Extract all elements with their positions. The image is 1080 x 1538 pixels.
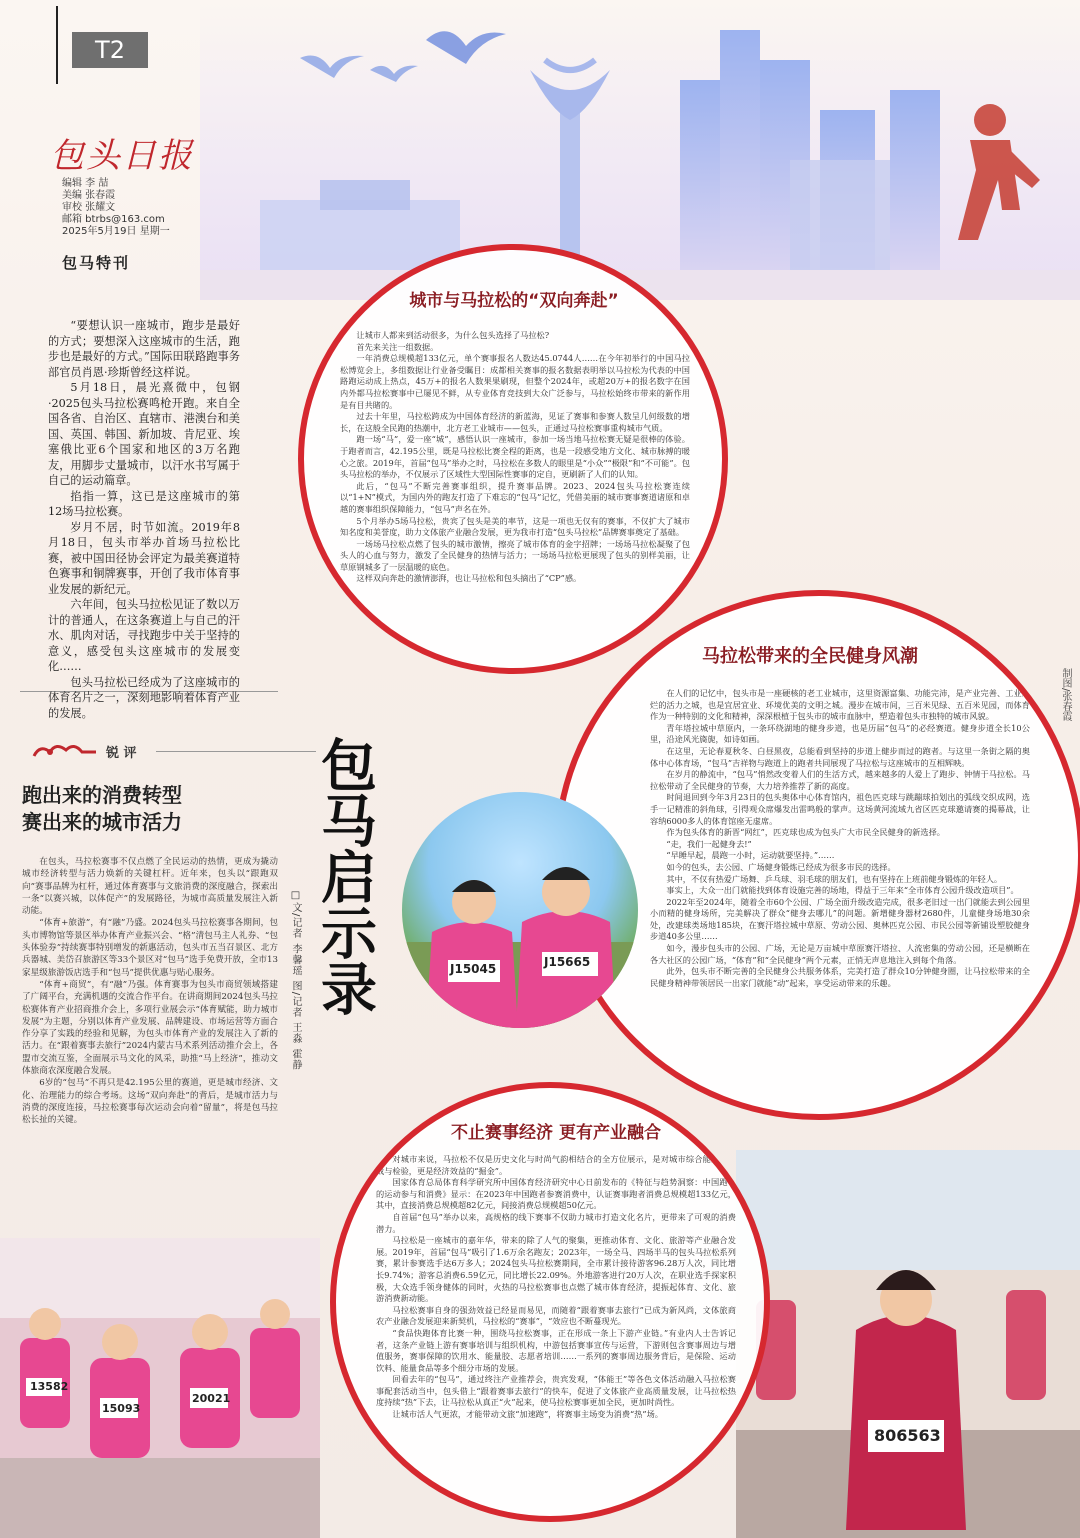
section-paragraph: 事实上，大众一出门就能找到体育设施完善的场地，得益于三年来“全市体育公园升级改造项目”。 xyxy=(666,885,1019,896)
section-paragraph: 一场场马拉松点燃了包头的城市激情，擦亮了城市体育的金字招牌；一场场马拉松凝聚了包头人的心血与努力，激发了全民健身的热情与活力；一场场马拉松更展现了包头的别样美丽，让草原钢城多了一层温暖的底色。 xyxy=(340,538,690,572)
section-paragraph: 其中，不仅有热爱广场舞、乒乓球、羽毛球的朋友们，也有坚持在上班前健身锻炼的年轻人。 xyxy=(666,873,1003,884)
newspaper-masthead: 包头日报 xyxy=(50,136,194,176)
section-paragraph: 过去十年里，马拉松跨成为中国体育经济的新蓝海，见证了赛事和参赛人数呈几何级数的增长，在这般全民跑的热潮中，北方老工业城市——包头，正通过马拉松赛事重构城市气质。 xyxy=(340,411,690,433)
lead-paragraph: 5月18日，晨光熹微中，包钢·2025包头马拉松赛鸣枪开跑。来自全国各省、自治区、直辖市、港澳台和美国、英国、韩国、新加坡、肯尼亚、埃塞俄比亚6个国家和地区的3万名跑友，用脚步丈量城市，以汗水书写属于自己的运动篇章。 xyxy=(48,381,240,487)
section-paragraph: 跑一场“马”，爱一座“城”，感悟认识一座城市，参加一场当地马拉松赛无疑是很棒的体验。于跑者而言，42.195公里，既是马拉松比赛全程的距离，也是一段感受地方文化、城市脉搏的暖心之旅。2019年，首届“包马”举办之时，马拉松在多数人的眼里是“小众”“极限”和“不可能”。包头马拉松的举办，不仅展示了区域性大型国际性赛事的定自，更刷新了人们的认知。 xyxy=(340,434,690,480)
lead-article xyxy=(48,318,240,721)
commentary-paragraph: “体育+旅游”，有“融”乃盛。2024包头马拉松赛事各期间，包头市博物馆等景区举办体育产业振兴会、“格”清包马主人礼券、“包头体验券”持续赛事特别增发的新惠活动，包头市五当召景区、北方兵器城、美岱召旅游区等33个景区对“包马”选手免费开放，全市13家星级旅游饭店选手和“包马”提供优惠与贴心服务。 xyxy=(22,918,278,978)
section-paragraph: 国家体育总局体育科学研究所中国体育经济研究中心日前发布的《特征与趋势洞察：中国跑者的运动参与和消费》显示：在2023年中国跑者参赛消费中，认证赛事跑者消费总规模超133亿元，其中，直接消费总规模超82亿元，间接消费总规模超50亿元。 xyxy=(376,1177,736,1211)
section-paragraph: 如今的包头，去公园、广场健身锻炼已经成为很多市民的选择。 xyxy=(666,861,896,872)
credit-line: 审校 张耀文 xyxy=(62,202,116,213)
section-paragraph: 这样双向奔赴的激情澎湃，也让马拉松和包头摘出了“CP”感。 xyxy=(356,573,582,584)
section-paragraph: 让城市人都来到活动很多，为什么包头选择了马拉松? xyxy=(356,330,550,340)
lead-paragraph: 包头马拉松已经成为了这座城市的体育名片之一，深刻地影响着体育产业的发展。 xyxy=(48,675,240,720)
section-paragraph: 让城市活人气更浓，才能带动文旅“加速跑”，将赛事主场变为消费“热”场。 xyxy=(392,1409,663,1420)
credit-line: 编辑 李 喆 xyxy=(62,178,109,189)
section-paragraph: 自首届“包马”举办以来，高规格的线下赛事不仅助力城市打造文化名片，更带来了可观的消费潜力。 xyxy=(376,1211,736,1234)
section-paragraph: 时间退回到今年3月23日的包头奥体中心体育馆内，祖色匹克球与跳蹦球拍划出的弧线交织成网，选手一记精准的斜角球，引得观众席爆发出雷鸣般的掌声。这场黄河流域九省区匹克球邀请赛的揭幕战，让容纳6000多人的体育馆座无虚席。 xyxy=(650,792,1030,826)
commentary-paragraph: 6岁的“包马”不再只是42.195公里的赛道，更是城市经济、文化、治理能力的综合考场。这场“双向奔赴”的背后，是城市活力与消费的深度连接，马拉松赛事每次运动会向着“留量”，将是包马拉松长扯的关键。 xyxy=(22,1078,278,1126)
section-paragraph: “走，我们一起健身去!” xyxy=(666,838,752,849)
lead-paragraph: 六年间，包头马拉松见证了数以万计的普通人，在这条赛道上与自己的汗水、肌肉对话，寻找跑步中关于坚持的意义，感受包头这座城市的发展变化…… xyxy=(48,598,240,673)
cloud-ornament-icon xyxy=(30,742,100,762)
section-body xyxy=(650,688,1030,989)
commentary-title-line: 跑出来的消费转型 xyxy=(22,783,182,807)
section-paragraph: 作为包头体育的新晋“网红”，匹克球也成为包头广大市民全民健身的新选择。 xyxy=(666,827,945,838)
commentary-paragraph: “体育+商贸”，有“融”乃强。体育赛事为包头市商贸领域搭建了广阔平台，充满机遇的交流合作平台。在讲商期间2024包头马拉松赛体育产业招商推介会上，多项行业展会示“体育赋能，助力城市发展”为主题，分别以体育产业发展、品牌建设、市场运营等方面合作分享了实践的经验和见解，为包头市体育产业的发展注入了新的活力。在“跟着赛事去旅行”2024内蒙古马术系列活动推介会上，各盟市交流互鉴，全面展示马文化的风采，助推“马上经济”，推动文体旅商农深度融合发展。 xyxy=(22,979,278,1077)
section-paragraph: 回看去年的“包马”，通过终注产业推荐会，贵宾发观，“体能王”等各色文体活动融入马拉松赛事配套活动当中，包头借上“跟着赛事去旅行”的快车，促进了文体旅产业高质量发展，让马拉松热度持续“热”下去，让马拉松从真正“火”起来，使马拉松赛事更加全民，更加时尚性。 xyxy=(376,1374,736,1408)
section-paragraph: 对城市来说，马拉松不仅是历史文化与时尚气韵相结合的全方位展示，是对城市综合能力的挑战与检验，更是经济效益的“掘金”。 xyxy=(376,1154,736,1176)
section-paragraph: 5个月举办5场马拉松，贵宾了包头是美的率节，这是一项也无仅有的赛事，不仅扩大了城市知名度和美誉度，助力文体旅产业融合发展，更为我市打造“包头马拉松”品牌赛事奠定了基础。 xyxy=(340,515,690,538)
section-paragraph: 如今，漫步包头市的公园、广场，无论是万亩城中草原赛汗塔拉、人流密集的劳动公园，还是横断在各大社区的公园广场，“体育”和“全民健身”两个元素，正悄无声息地注入到每个角落。 xyxy=(650,943,1030,965)
section-name: 包马特刊 xyxy=(62,254,131,272)
bib-number: 20021 xyxy=(192,1392,231,1405)
lead-paragraph: “要想认识一座城市，跑步是最好的方式；要想深入这座城市的生活，跑步也是最好的方式。”国际田联路跑事务部官员肖恩·珍斯曾经这样说。 xyxy=(48,319,240,379)
section-body xyxy=(376,1154,736,1421)
page-number-tag xyxy=(56,6,166,84)
bib-number: 806563 xyxy=(874,1426,941,1445)
commentary-title xyxy=(22,782,278,836)
section-heading: 马拉松带来的全民健身风潮 xyxy=(702,646,918,667)
section-paragraph: 在这里，无论春夏秋冬、白昼黑夜，总能看到坚持的步道上健步而过的跑者。与这里一条街之隔的奥体中心体育场，“包马”吉祥物与跑道上的跑者共同展现了马拉松与这座城市的互相辉映。 xyxy=(650,745,1030,768)
city-skyline-illustration xyxy=(200,0,1080,300)
article-circle-2 xyxy=(554,590,1080,1120)
bib-number: 13582 xyxy=(30,1380,69,1393)
section-heading: 不止赛事经济 更有产业融合 xyxy=(451,1123,661,1143)
runners-heart-photo xyxy=(402,792,638,1028)
section-paragraph: 此后，“包马”不断完善赛事组织，提升赛事品牌。2023、2024包头马拉松赛连续以“1+N”模式，为国内外的跑友打造了下难忘的“包马”记忆，凭借美丽的城市赛事赛道诸原和卓越的赛事组织保障能力，“包马”声名在外。 xyxy=(340,480,690,514)
section-paragraph: 马拉松是一座城市的嘉年华，带来的除了人气的聚集，更推动体育、文化、旅游等产业融合发展。2019年，首届“包马”吸引了1.6万余名跑友；2023年，一场全马、四场半马的包头马拉松系列赛，累计参赛选手达6万多人；2024包头马拉松赛期间，全市累计接待游客96.28万人次，同比增长9.74%；游客总消费6.59亿元，同比增长22.09%。外地游客进行20万人次，在职业选手探家积极，大众选手领身健体的同时，火热的马拉松赛事也点燃了城市体育经济，提振起体育、文化、旅游消费新动能。 xyxy=(376,1235,736,1304)
editor-credits xyxy=(62,178,170,238)
section-paragraph: 2022年至2024年，随着全市60个公园、广场全面升级改造完成，很多老旧过一出门就能去到公园里小而精的健身场所，完美解决了群众“健身去哪儿”的问题。新增健身器材2680件，儿童健身场地30余处，改建球类场地185块，在赛汗塔拉城中草原、劳动公园、奥林匹克公园、市民公园等新铺设塑胶健身步道40多公里…… xyxy=(650,896,1030,942)
bib-number: 15093 xyxy=(102,1402,141,1415)
credit-line: 邮箱 btrbs@163.com xyxy=(62,214,165,225)
dancer-performers-photo xyxy=(736,1150,1080,1538)
section-paragraph: 马拉松赛事自身的强劲效益已经显而易见，而随着“跟着赛事去旅行”已成为新风尚，文体旅商农产业融合发展迎来新契机，马拉松的“赛事”，“效应也不断蔓现光。 xyxy=(376,1304,736,1327)
commentary-body xyxy=(22,856,278,1127)
section-paragraph: 首先来关注一组数据。 xyxy=(356,341,439,352)
article-circle-1 xyxy=(298,244,728,674)
credit-line: 2025年5月19日 星期一 xyxy=(62,226,170,237)
article-circle-3 xyxy=(330,1082,770,1522)
credit-line: 美编 张春霞 xyxy=(62,190,116,201)
section-paragraph: “食品快跑体育比赛一种，围绕马拉松赛事，正在形成一条上下游产业链。”有业内人士告诉记者，这条产业链上游有赛事培训与组织机构，中游包括赛事宣传与运营，下游则包含赛事周边与增值服务，赛事保障的饮用水、能量胶、志愿者培训……一系列的赛事周边服务背后，是保险、运动饮料、能量食品等多个细分市场的发展。 xyxy=(376,1327,736,1373)
bib-number: J15665 xyxy=(544,955,591,969)
section-paragraph: 此外，包头市不断完善的全民健身公共服务体系，完美打造了群众10分钟健身圈，让马拉松带来的全民健身精神带领居民一出家门就能“动”起来，享受运动带来的乐趣。 xyxy=(650,966,1030,988)
byline: □文/记者 李馨瑶 图/记者 王淼 霍静 xyxy=(290,890,301,1071)
divider xyxy=(156,751,316,752)
lead-paragraph: 岁月不居，时节如流。2019年8月18日，包头市举办首场马拉松比赛，被中国田径协会评定为最美赛道特色赛事和铜牌赛事，开创了我市体育事业发展的新纪元。 xyxy=(48,520,240,596)
section-paragraph: “早睡早起，晨跑一小时，运动就要坚持。”…… xyxy=(666,850,835,861)
section-paragraph: 在岁月的静流中，“包马”悄然改变着人们的生活方式，越来越多的人爱上了跑步、钟情于马拉松。马拉松带动了全民健身的节奏，大力培养推荐了新的高度。 xyxy=(650,769,1030,791)
section-paragraph: 一年消费总规模超133亿元，单个赛事报名人数达45.0744人……在今年初举行的中国马拉松博览会上，多组数据让行业备受瞩目：成都相关赛事的报名数据表明举以马拉松为代表的中国路跑运动成上热点，45万+的报名人数果果刷现，但整个2024年，或超20万+的报名数字在国内外都马拉松赛事中已屡见不鲜，从专业体育竞技到大众广泛参与，马拉松始终市带来的新作用是有目共睹的。 xyxy=(340,353,690,410)
feature-title: 包马启示录 xyxy=(312,736,378,1016)
commentary-title-line: 赛出来的城市活力 xyxy=(22,810,182,834)
section-paragraph: 在人们的记忆中，包头市是一座硬核的老工业城市，这里资源富集、功能完沛，是产业完善、工业灿烂的活力之城，也是宜居宜业、环境优美的文明之城。漫步在城市间，三百米见绿、五百米见园，而体育作为一种特别的文化和精神，深深根植于包头市的城市血脉中，塑造着包头市独特的城市风貌。 xyxy=(650,688,1030,722)
lead-paragraph: 掐指一算，这已是这座城市的第12场马拉松赛。 xyxy=(48,489,240,518)
graphic-credit: 制图/张春霞 xyxy=(1060,668,1071,722)
section-heading: 城市与马拉松的“双向奔赴” xyxy=(409,291,619,311)
section-body xyxy=(340,330,690,585)
commentary-label xyxy=(30,742,250,762)
children-runners-photo xyxy=(0,1238,320,1538)
commentary-tag: 锐 评 xyxy=(106,746,137,761)
bib-number: J15045 xyxy=(450,962,497,976)
commentary-paragraph: 在包头，马拉松赛事不仅点燃了全民运动的热情，更成为撬动城市经济转型与活力焕新的关键杠杆。近年来，包头以“跟跑双向”赛事品牌为杠杆，通过体育赛事与文旅消费的深度融合，探索出一条“以赛兴城，以体促产”的发展路径，为城市高质量发展注入新动能。 xyxy=(22,857,278,917)
section-paragraph: 青年塔拉城中草原内，一条环绕湖地的健身步道，也是历届“包马”的必经赛道。健身步道全长10公里，沿途风光旖旎，如诗如画。 xyxy=(650,722,1030,745)
page-number: T2 xyxy=(72,32,148,68)
